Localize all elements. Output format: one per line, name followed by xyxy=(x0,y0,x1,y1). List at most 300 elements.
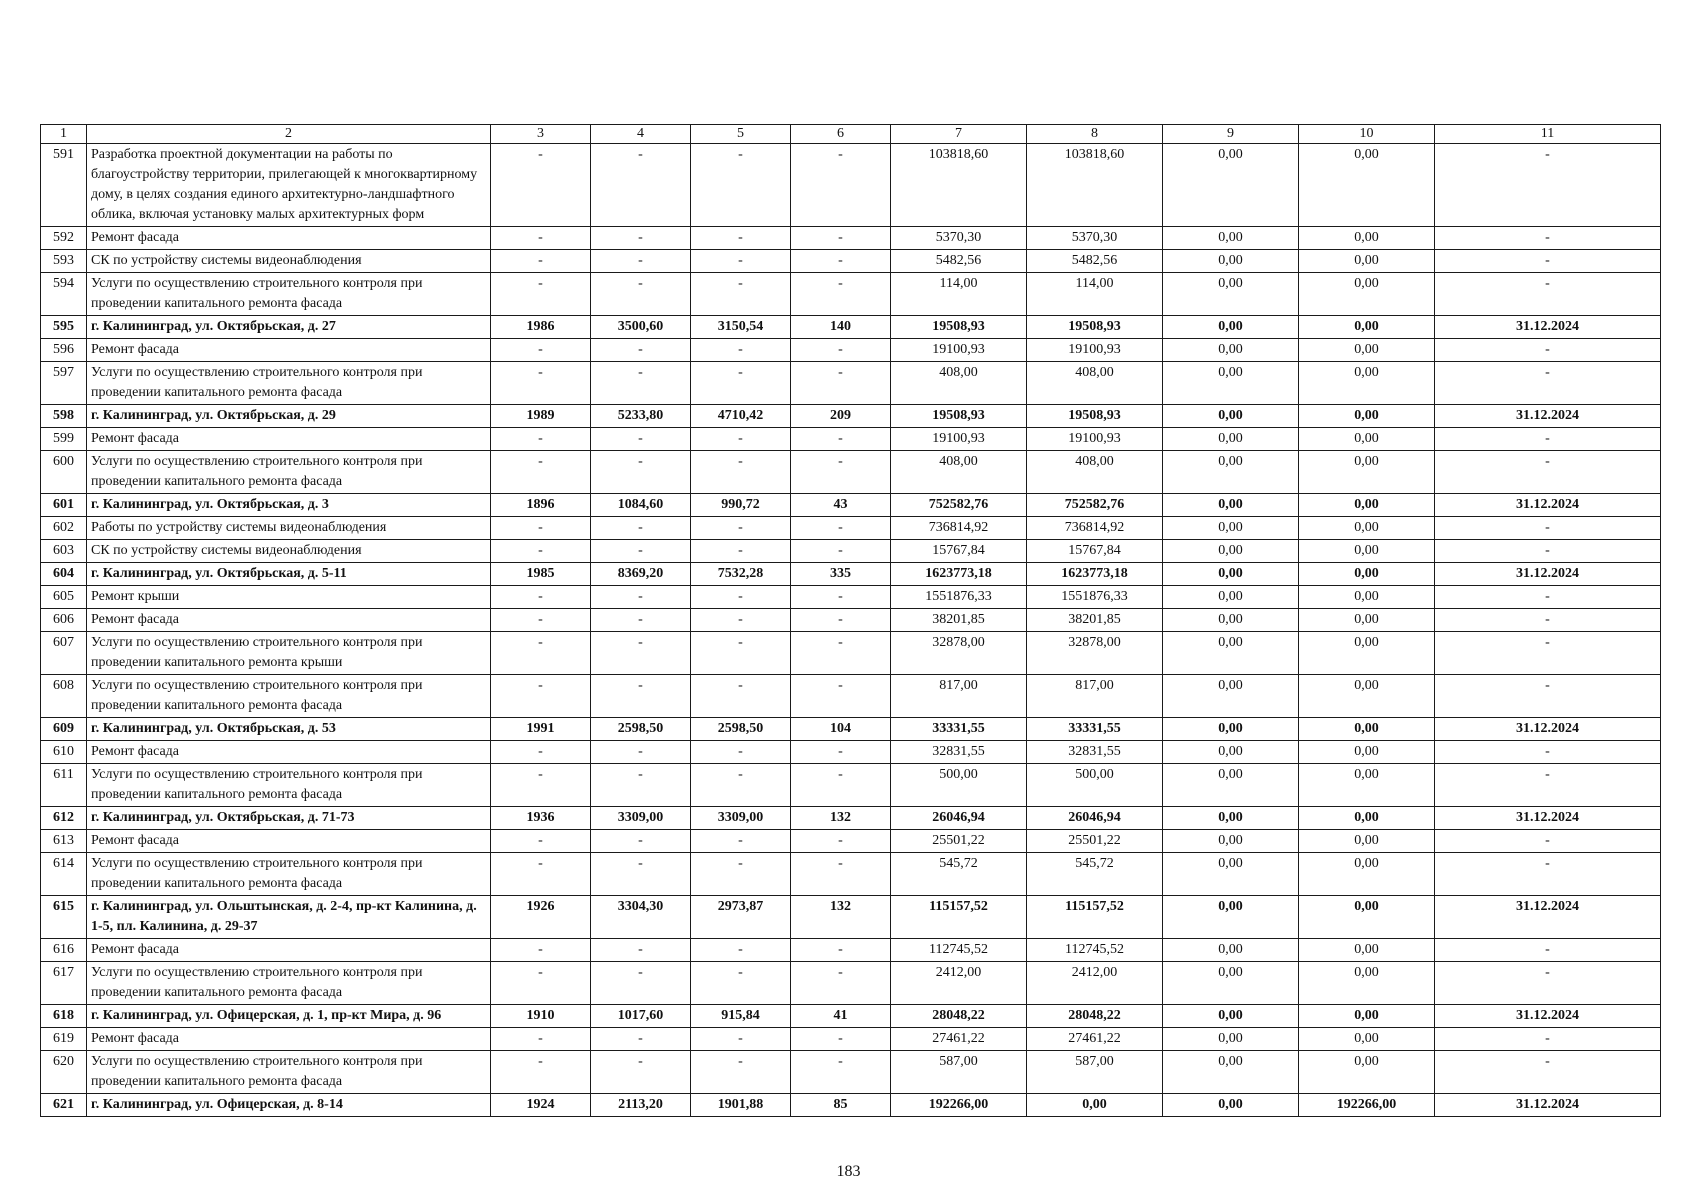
living-area-cell: 4710,42 xyxy=(691,405,791,428)
cost-fund-cell: 114,00 xyxy=(1027,273,1163,316)
cost-fund-cell: 103818,60 xyxy=(1027,144,1163,227)
row-number-cell: 608 xyxy=(41,675,87,718)
living-area-cell: - xyxy=(691,339,791,362)
living-area-cell: - xyxy=(691,362,791,405)
living-area-cell: - xyxy=(691,632,791,675)
row-number-cell: 617 xyxy=(41,962,87,1005)
completion-date-cell: - xyxy=(1435,962,1661,1005)
residents-cell: - xyxy=(791,362,891,405)
table-row xyxy=(41,451,1661,494)
year-built-cell: - xyxy=(491,741,591,764)
item-description-cell: Услуги по осуществлению строительного контроля при проведении капитального ремонта фасада xyxy=(87,962,491,1005)
total-area-cell: - xyxy=(591,1028,691,1051)
row-number-cell: 598 xyxy=(41,405,87,428)
total-cost-cell: 408,00 xyxy=(891,362,1027,405)
cost-fund-cell: 112745,52 xyxy=(1027,939,1163,962)
year-built-cell: 1985 xyxy=(491,563,591,586)
cost-budget-cell: 0,00 xyxy=(1163,316,1299,339)
completion-date-cell: 31.12.2024 xyxy=(1435,1094,1661,1117)
year-built-cell: - xyxy=(491,830,591,853)
cost-fund-cell: 28048,22 xyxy=(1027,1005,1163,1028)
cost-budget-cell: 0,00 xyxy=(1163,632,1299,675)
residents-cell: 335 xyxy=(791,563,891,586)
total-cost-cell: 1551876,33 xyxy=(891,586,1027,609)
table-row xyxy=(41,540,1661,563)
row-number-cell: 618 xyxy=(41,1005,87,1028)
year-built-cell: - xyxy=(491,428,591,451)
total-area-cell: 8369,20 xyxy=(591,563,691,586)
row-number-cell: 621 xyxy=(41,1094,87,1117)
row-number-cell: 616 xyxy=(41,939,87,962)
row-number-cell: 592 xyxy=(41,227,87,250)
cost-budget-cell: 0,00 xyxy=(1163,675,1299,718)
cost-fund-cell: 38201,85 xyxy=(1027,609,1163,632)
cost-fund-cell: 545,72 xyxy=(1027,853,1163,896)
total-area-cell: - xyxy=(591,632,691,675)
row-number-cell: 603 xyxy=(41,540,87,563)
completion-date-cell: 31.12.2024 xyxy=(1435,494,1661,517)
row-number-cell: 596 xyxy=(41,339,87,362)
item-description-cell: Ремонт крыши xyxy=(87,586,491,609)
item-description-cell: Услуги по осуществлению строительного контроля при проведении капитального ремонта фасада xyxy=(87,273,491,316)
item-description-cell: Услуги по осуществлению строительного контроля при проведении капитального ремонта фасада xyxy=(87,1051,491,1094)
residents-cell: - xyxy=(791,853,891,896)
item-description-cell: г. Калининград, ул. Октябрьская, д. 5-11 xyxy=(87,563,491,586)
row-number-cell: 607 xyxy=(41,632,87,675)
cost-budget-cell: 0,00 xyxy=(1163,1051,1299,1094)
table-row xyxy=(41,339,1661,362)
table-row xyxy=(41,405,1661,428)
row-number-cell: 593 xyxy=(41,250,87,273)
living-area-cell: - xyxy=(691,830,791,853)
completion-date-cell: - xyxy=(1435,853,1661,896)
item-description-cell: г. Калининград, ул. Офицерская, д. 8-14 xyxy=(87,1094,491,1117)
completion-date-cell: - xyxy=(1435,273,1661,316)
residents-cell: - xyxy=(791,1028,891,1051)
total-area-cell: - xyxy=(591,227,691,250)
cost-budget-cell: 0,00 xyxy=(1163,227,1299,250)
row-number-cell: 611 xyxy=(41,764,87,807)
residents-cell: - xyxy=(791,764,891,807)
table-row xyxy=(41,428,1661,451)
table-row xyxy=(41,962,1661,1005)
completion-date-cell: 31.12.2024 xyxy=(1435,563,1661,586)
year-built-cell: - xyxy=(491,517,591,540)
completion-date-cell: - xyxy=(1435,451,1661,494)
table-row xyxy=(41,1051,1661,1094)
completion-date-cell: - xyxy=(1435,1051,1661,1094)
total-cost-cell: 103818,60 xyxy=(891,144,1027,227)
total-cost-cell: 5370,30 xyxy=(891,227,1027,250)
completion-date-cell: 31.12.2024 xyxy=(1435,718,1661,741)
cost-budget-cell: 0,00 xyxy=(1163,962,1299,1005)
completion-date-cell: - xyxy=(1435,250,1661,273)
cost-budget-cell: 0,00 xyxy=(1163,1094,1299,1117)
row-number-cell: 613 xyxy=(41,830,87,853)
year-built-cell: - xyxy=(491,1028,591,1051)
total-cost-cell: 15767,84 xyxy=(891,540,1027,563)
item-description-cell: Услуги по осуществлению строительного контроля при проведении капитального ремонта крыши xyxy=(87,632,491,675)
total-cost-cell: 28048,22 xyxy=(891,1005,1027,1028)
living-area-cell: - xyxy=(691,764,791,807)
living-area-cell: - xyxy=(691,609,791,632)
item-description-cell: Ремонт фасада xyxy=(87,1028,491,1051)
table-row xyxy=(41,586,1661,609)
cost-budget-cell: 0,00 xyxy=(1163,718,1299,741)
cost-owners-cell: 0,00 xyxy=(1299,494,1435,517)
total-area-cell: 1017,60 xyxy=(591,1005,691,1028)
cost-fund-cell: 19100,93 xyxy=(1027,428,1163,451)
total-area-cell: - xyxy=(591,764,691,807)
cost-budget-cell: 0,00 xyxy=(1163,764,1299,807)
living-area-cell: 3309,00 xyxy=(691,807,791,830)
row-number-cell: 597 xyxy=(41,362,87,405)
cost-budget-cell: 0,00 xyxy=(1163,273,1299,316)
year-built-cell: - xyxy=(491,362,591,405)
column-header: 2 xyxy=(87,125,491,144)
item-description-cell: Услуги по осуществлению строительного контроля при проведении капитального ремонта фасада xyxy=(87,764,491,807)
cost-owners-cell: 0,00 xyxy=(1299,540,1435,563)
cost-budget-cell: 0,00 xyxy=(1163,144,1299,227)
total-cost-cell: 115157,52 xyxy=(891,896,1027,939)
total-cost-cell: 408,00 xyxy=(891,451,1027,494)
column-header: 1 xyxy=(41,125,87,144)
residents-cell: - xyxy=(791,1051,891,1094)
residents-cell: - xyxy=(791,227,891,250)
total-area-cell: 1084,60 xyxy=(591,494,691,517)
living-area-cell: 7532,28 xyxy=(691,563,791,586)
total-cost-cell: 25501,22 xyxy=(891,830,1027,853)
item-description-cell: г. Калининград, ул. Октябрьская, д. 3 xyxy=(87,494,491,517)
total-area-cell: - xyxy=(591,517,691,540)
total-cost-cell: 32878,00 xyxy=(891,632,1027,675)
table-row xyxy=(41,939,1661,962)
year-built-cell: - xyxy=(491,962,591,1005)
year-built-cell: - xyxy=(491,451,591,494)
row-number-cell: 602 xyxy=(41,517,87,540)
completion-date-cell: - xyxy=(1435,144,1661,227)
residents-cell: - xyxy=(791,830,891,853)
total-cost-cell: 5482,56 xyxy=(891,250,1027,273)
cost-owners-cell: 0,00 xyxy=(1299,939,1435,962)
cost-fund-cell: 500,00 xyxy=(1027,764,1163,807)
total-area-cell: 3500,60 xyxy=(591,316,691,339)
cost-owners-cell: 0,00 xyxy=(1299,609,1435,632)
row-number-cell: 615 xyxy=(41,896,87,939)
residents-cell: - xyxy=(791,250,891,273)
living-area-cell: - xyxy=(691,962,791,1005)
cost-fund-cell: 26046,94 xyxy=(1027,807,1163,830)
cost-fund-cell: 19100,93 xyxy=(1027,339,1163,362)
cost-owners-cell: 0,00 xyxy=(1299,1028,1435,1051)
total-cost-cell: 19508,93 xyxy=(891,405,1027,428)
living-area-cell: - xyxy=(691,250,791,273)
cost-fund-cell: 115157,52 xyxy=(1027,896,1163,939)
cost-fund-cell: 752582,76 xyxy=(1027,494,1163,517)
column-header: 4 xyxy=(591,125,691,144)
total-cost-cell: 587,00 xyxy=(891,1051,1027,1094)
living-area-cell: - xyxy=(691,1051,791,1094)
total-area-cell: 3309,00 xyxy=(591,807,691,830)
total-area-cell: - xyxy=(591,939,691,962)
residents-cell: - xyxy=(791,962,891,1005)
item-description-cell: Ремонт фасада xyxy=(87,609,491,632)
residents-cell: - xyxy=(791,675,891,718)
year-built-cell: - xyxy=(491,250,591,273)
item-description-cell: г. Калининград, ул. Ольштынская, д. 2-4, пр-кт Калинина, д. 1-5, пл. Калинина, д. 29-37 xyxy=(87,896,491,939)
cost-owners-cell: 0,00 xyxy=(1299,362,1435,405)
total-area-cell: - xyxy=(591,339,691,362)
row-number-cell: 609 xyxy=(41,718,87,741)
cost-owners-cell: 0,00 xyxy=(1299,250,1435,273)
row-number-cell: 601 xyxy=(41,494,87,517)
cost-budget-cell: 0,00 xyxy=(1163,741,1299,764)
total-cost-cell: 114,00 xyxy=(891,273,1027,316)
row-number-cell: 610 xyxy=(41,741,87,764)
cost-fund-cell: 817,00 xyxy=(1027,675,1163,718)
residents-cell: 104 xyxy=(791,718,891,741)
column-header: 8 xyxy=(1027,125,1163,144)
total-cost-cell: 26046,94 xyxy=(891,807,1027,830)
living-area-cell: - xyxy=(691,144,791,227)
year-built-cell: - xyxy=(491,632,591,675)
table-row xyxy=(41,632,1661,675)
completion-date-cell: 31.12.2024 xyxy=(1435,316,1661,339)
completion-date-cell: 31.12.2024 xyxy=(1435,1005,1661,1028)
year-built-cell: 1910 xyxy=(491,1005,591,1028)
living-area-cell: - xyxy=(691,451,791,494)
completion-date-cell: - xyxy=(1435,586,1661,609)
total-area-cell: - xyxy=(591,741,691,764)
completion-date-cell: - xyxy=(1435,830,1661,853)
table-row xyxy=(41,853,1661,896)
cost-owners-cell: 0,00 xyxy=(1299,563,1435,586)
cost-owners-cell: 192266,00 xyxy=(1299,1094,1435,1117)
cost-budget-cell: 0,00 xyxy=(1163,896,1299,939)
cost-fund-cell: 19508,93 xyxy=(1027,405,1163,428)
table-row xyxy=(41,1028,1661,1051)
item-description-cell: Разработка проектной документации на работы по благоустройству территории, прилегающей к многоквартирному дому, в целях создания единого архитектурно-ландшафтного облика, включая установку малых архитектурных форм xyxy=(87,144,491,227)
completion-date-cell: - xyxy=(1435,362,1661,405)
residents-cell: - xyxy=(791,517,891,540)
cost-fund-cell: 587,00 xyxy=(1027,1051,1163,1094)
completion-date-cell: - xyxy=(1435,1028,1661,1051)
row-number-cell: 600 xyxy=(41,451,87,494)
cost-fund-cell: 0,00 xyxy=(1027,1094,1163,1117)
total-cost-cell: 112745,52 xyxy=(891,939,1027,962)
cost-fund-cell: 33331,55 xyxy=(1027,718,1163,741)
table-row xyxy=(41,517,1661,540)
column-header: 5 xyxy=(691,125,791,144)
residents-cell: - xyxy=(791,586,891,609)
row-number-cell: 605 xyxy=(41,586,87,609)
cost-budget-cell: 0,00 xyxy=(1163,1028,1299,1051)
cost-budget-cell: 0,00 xyxy=(1163,362,1299,405)
completion-date-cell: - xyxy=(1435,632,1661,675)
cost-owners-cell: 0,00 xyxy=(1299,339,1435,362)
cost-fund-cell: 5482,56 xyxy=(1027,250,1163,273)
cost-budget-cell: 0,00 xyxy=(1163,853,1299,896)
row-number-cell: 612 xyxy=(41,807,87,830)
completion-date-cell: - xyxy=(1435,517,1661,540)
living-area-cell: - xyxy=(691,540,791,563)
completion-date-cell: - xyxy=(1435,609,1661,632)
item-description-cell: Ремонт фасада xyxy=(87,939,491,962)
year-built-cell: - xyxy=(491,609,591,632)
row-number-cell: 604 xyxy=(41,563,87,586)
item-description-cell: Ремонт фасада xyxy=(87,339,491,362)
residents-cell: - xyxy=(791,428,891,451)
total-area-cell: - xyxy=(591,540,691,563)
row-number-cell: 606 xyxy=(41,609,87,632)
table-row xyxy=(41,1094,1661,1117)
cost-owners-cell: 0,00 xyxy=(1299,718,1435,741)
completion-date-cell: - xyxy=(1435,540,1661,563)
total-area-cell: - xyxy=(591,428,691,451)
total-area-cell: - xyxy=(591,362,691,405)
living-area-cell: - xyxy=(691,939,791,962)
cost-budget-cell: 0,00 xyxy=(1163,494,1299,517)
cost-budget-cell: 0,00 xyxy=(1163,517,1299,540)
cost-budget-cell: 0,00 xyxy=(1163,405,1299,428)
column-header: 7 xyxy=(891,125,1027,144)
residents-cell: - xyxy=(791,144,891,227)
table-row xyxy=(41,807,1661,830)
living-area-cell: - xyxy=(691,741,791,764)
living-area-cell: - xyxy=(691,428,791,451)
year-built-cell: 1924 xyxy=(491,1094,591,1117)
completion-date-cell: - xyxy=(1435,227,1661,250)
cost-owners-cell: 0,00 xyxy=(1299,962,1435,1005)
year-built-cell: 1991 xyxy=(491,718,591,741)
living-area-cell: 990,72 xyxy=(691,494,791,517)
residents-cell: - xyxy=(791,451,891,494)
item-description-cell: Услуги по осуществлению строительного контроля при проведении капитального ремонта фасада xyxy=(87,451,491,494)
total-cost-cell: 32831,55 xyxy=(891,741,1027,764)
cost-owners-cell: 0,00 xyxy=(1299,316,1435,339)
cost-budget-cell: 0,00 xyxy=(1163,609,1299,632)
living-area-cell: - xyxy=(691,517,791,540)
cost-budget-cell: 0,00 xyxy=(1163,563,1299,586)
item-description-cell: Услуги по осуществлению строительного контроля при проведении капитального ремонта фасада xyxy=(87,853,491,896)
living-area-cell: 2598,50 xyxy=(691,718,791,741)
year-built-cell: - xyxy=(491,586,591,609)
cost-budget-cell: 0,00 xyxy=(1163,250,1299,273)
row-number-cell: 594 xyxy=(41,273,87,316)
residents-cell: - xyxy=(791,339,891,362)
completion-date-cell: - xyxy=(1435,339,1661,362)
data-table xyxy=(40,124,1661,1117)
table-row xyxy=(41,718,1661,741)
total-cost-cell: 545,72 xyxy=(891,853,1027,896)
year-built-cell: - xyxy=(491,144,591,227)
total-area-cell: 2598,50 xyxy=(591,718,691,741)
table-row xyxy=(41,896,1661,939)
total-area-cell: - xyxy=(591,144,691,227)
cost-owners-cell: 0,00 xyxy=(1299,405,1435,428)
cost-budget-cell: 0,00 xyxy=(1163,939,1299,962)
residents-cell: 41 xyxy=(791,1005,891,1028)
table-row xyxy=(41,609,1661,632)
total-cost-cell: 19100,93 xyxy=(891,428,1027,451)
cost-budget-cell: 0,00 xyxy=(1163,339,1299,362)
item-description-cell: СК по устройству системы видеонаблюдения xyxy=(87,250,491,273)
total-area-cell: - xyxy=(591,451,691,494)
cost-fund-cell: 5370,30 xyxy=(1027,227,1163,250)
total-cost-cell: 192266,00 xyxy=(891,1094,1027,1117)
cost-fund-cell: 25501,22 xyxy=(1027,830,1163,853)
row-number-cell: 599 xyxy=(41,428,87,451)
year-built-cell: - xyxy=(491,853,591,896)
year-built-cell: - xyxy=(491,273,591,316)
cost-owners-cell: 0,00 xyxy=(1299,807,1435,830)
column-header: 3 xyxy=(491,125,591,144)
year-built-cell: 1926 xyxy=(491,896,591,939)
row-number-cell: 614 xyxy=(41,853,87,896)
column-header: 6 xyxy=(791,125,891,144)
cost-owners-cell: 0,00 xyxy=(1299,830,1435,853)
item-description-cell: Работы по устройству системы видеонаблюдения xyxy=(87,517,491,540)
completion-date-cell: - xyxy=(1435,741,1661,764)
year-built-cell: 1936 xyxy=(491,807,591,830)
year-built-cell: - xyxy=(491,1051,591,1094)
cost-fund-cell: 2412,00 xyxy=(1027,962,1163,1005)
table-row xyxy=(41,675,1661,718)
living-area-cell: - xyxy=(691,675,791,718)
total-area-cell: - xyxy=(591,586,691,609)
item-description-cell: Услуги по осуществлению строительного контроля при проведении капитального ремонта фасада xyxy=(87,675,491,718)
residents-cell: - xyxy=(791,741,891,764)
cost-owners-cell: 0,00 xyxy=(1299,451,1435,494)
cost-fund-cell: 408,00 xyxy=(1027,362,1163,405)
total-area-cell: - xyxy=(591,250,691,273)
total-area-cell: - xyxy=(591,962,691,1005)
table-row xyxy=(41,316,1661,339)
total-cost-cell: 19100,93 xyxy=(891,339,1027,362)
residents-cell: - xyxy=(791,632,891,675)
cost-budget-cell: 0,00 xyxy=(1163,1005,1299,1028)
total-cost-cell: 19508,93 xyxy=(891,316,1027,339)
cost-fund-cell: 32831,55 xyxy=(1027,741,1163,764)
residents-cell: 209 xyxy=(791,405,891,428)
item-description-cell: г. Калининград, ул. Офицерская, д. 1, пр-кт Мира, д. 96 xyxy=(87,1005,491,1028)
residents-cell: 85 xyxy=(791,1094,891,1117)
year-built-cell: - xyxy=(491,675,591,718)
total-cost-cell: 38201,85 xyxy=(891,609,1027,632)
item-description-cell: СК по устройству системы видеонаблюдения xyxy=(87,540,491,563)
living-area-cell: 1901,88 xyxy=(691,1094,791,1117)
total-area-cell: 3304,30 xyxy=(591,896,691,939)
year-built-cell: - xyxy=(491,339,591,362)
year-built-cell: 1896 xyxy=(491,494,591,517)
cost-owners-cell: 0,00 xyxy=(1299,632,1435,675)
cost-owners-cell: 0,00 xyxy=(1299,227,1435,250)
living-area-cell: 2973,87 xyxy=(691,896,791,939)
cost-owners-cell: 0,00 xyxy=(1299,1005,1435,1028)
item-description-cell: Ремонт фасада xyxy=(87,428,491,451)
year-built-cell: - xyxy=(491,540,591,563)
cost-owners-cell: 0,00 xyxy=(1299,853,1435,896)
completion-date-cell: - xyxy=(1435,675,1661,718)
row-number-cell: 595 xyxy=(41,316,87,339)
total-area-cell: - xyxy=(591,675,691,718)
living-area-cell: - xyxy=(691,853,791,896)
total-cost-cell: 817,00 xyxy=(891,675,1027,718)
cost-owners-cell: 0,00 xyxy=(1299,273,1435,316)
cost-owners-cell: 0,00 xyxy=(1299,144,1435,227)
living-area-cell: - xyxy=(691,1028,791,1051)
cost-budget-cell: 0,00 xyxy=(1163,428,1299,451)
